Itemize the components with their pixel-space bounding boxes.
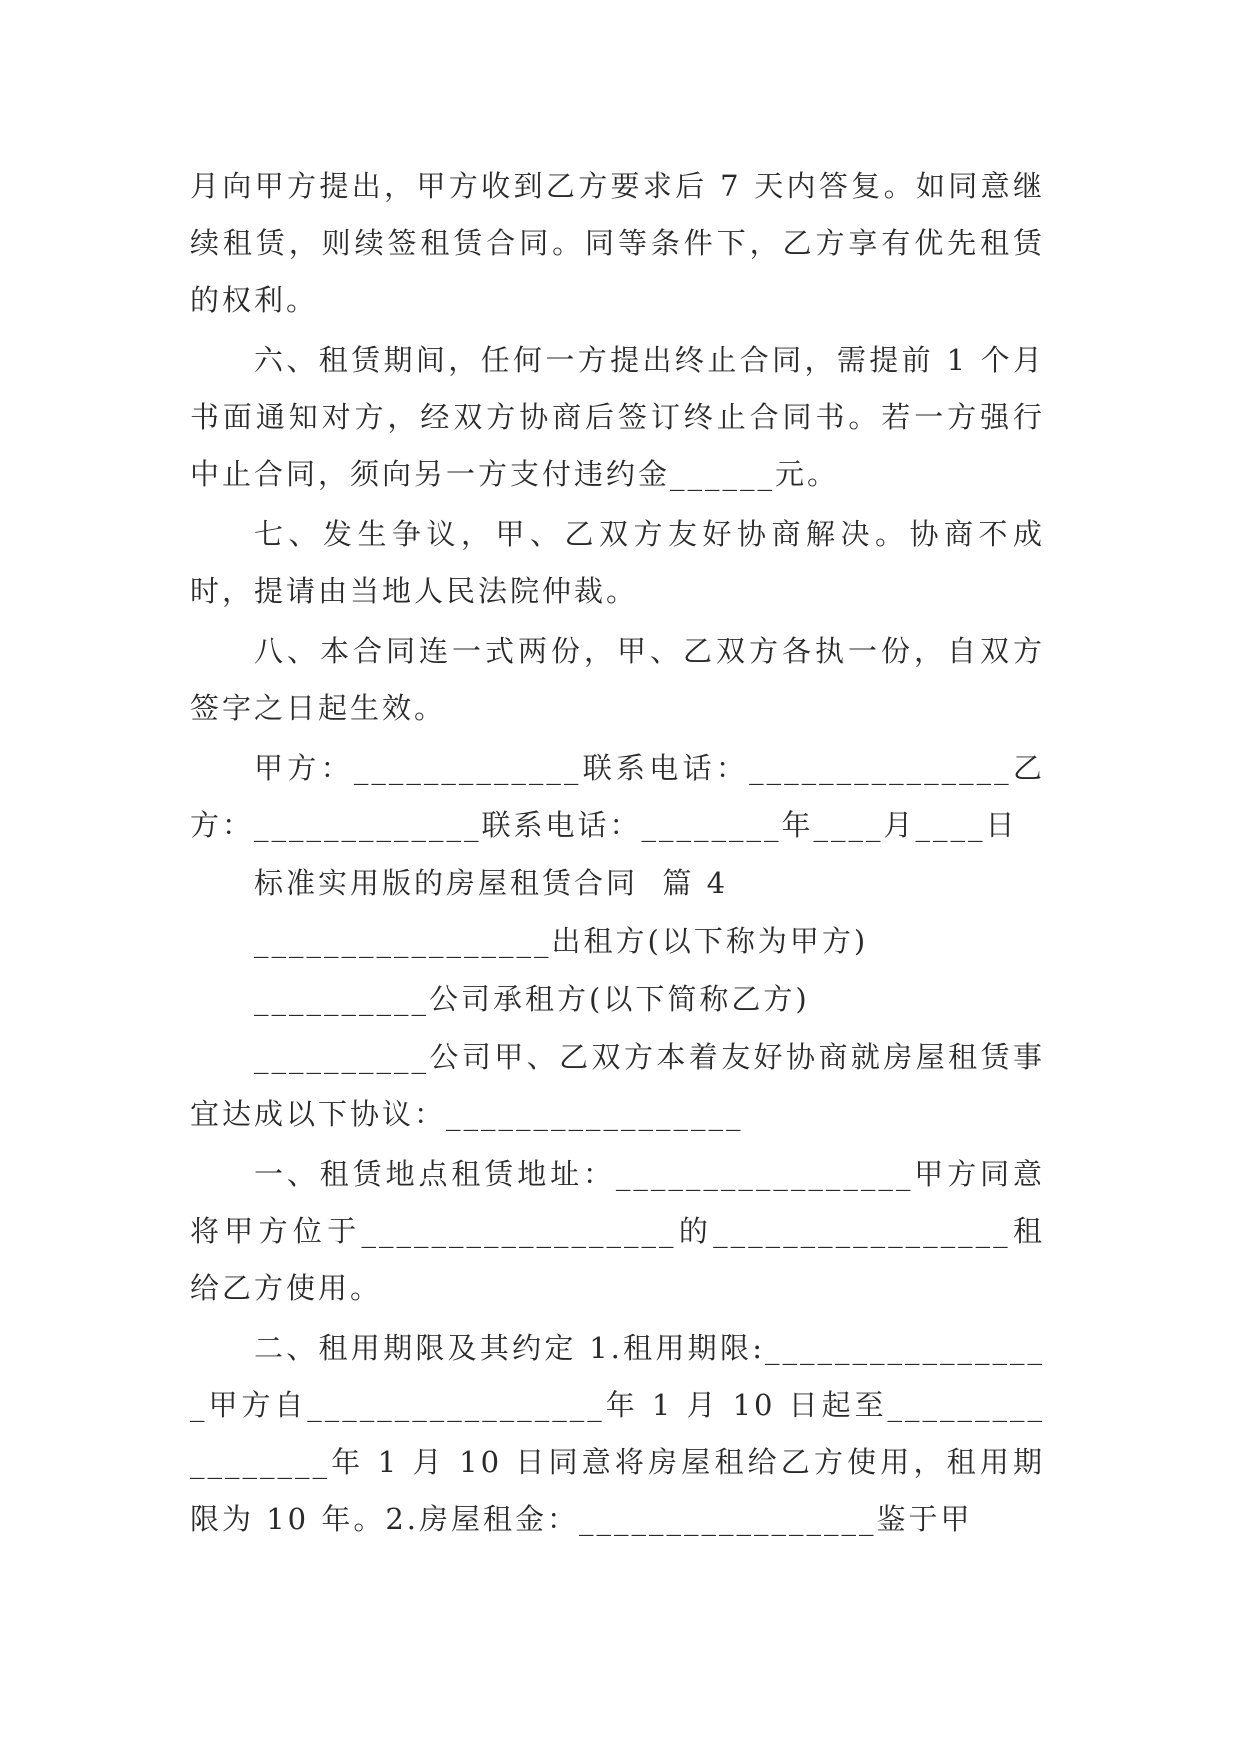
paragraph-lessee-line: __________公司承租方(以下简称乙方) (254, 982, 810, 1016)
paragraph-clause-seven: 七、发生争议，甲、乙双方友好协商解决。协商不成时，提请由当地人民法院仲裁。 (190, 517, 1045, 608)
paragraph-agreement-intro: __________公司甲、乙双方本着友好协商就房屋租赁事宜达成以下协议：_________________ (190, 1040, 1045, 1131)
paragraph-signature-block: 甲方：_____________联系电话：_______________乙方：_____________联系电话：________年____月____日 (190, 751, 1045, 842)
paragraph-clause-six: 六、租赁期间，任何一方提出终止合同，需提前 1 个月书面通知对方，经双方协商后签订终止合同书。若一方强行中止合同，须向另一方支付违约金______元。 (190, 343, 1045, 491)
paragraph-clause-eight: 八、本合同连一式两份，甲、乙双方各执一份，自双方签字之日起生效。 (190, 634, 1045, 725)
document-page (190, 158, 1045, 1549)
paragraph-clause-one: 一、租赁地点租赁地址：_________________甲方同意将甲方位于__________________的_________________租给乙方使用。 (190, 1157, 1045, 1305)
paragraph-renewal-continuation: 月向甲方提出，甲方收到乙方要求后 7 天内答复。如同意继续租赁，则续签租赁合同。同等条件下，乙方享有优先租赁的权利。 (190, 169, 1045, 317)
paragraph-clause-two: 二、租用期限及其约定 1.租用期限:_________________甲方自_________________年 1 月 10 日起至_________________年 1 月 10 日同意将房屋租给乙方使用，租用期限为 10 年。2.房屋租金：_________________鉴于甲 (190, 1331, 1045, 1536)
paragraph-lessor-line: _________________出租方(以下称为甲方) (254, 924, 869, 958)
section-heading: 标准实用版的房屋租赁合同 篇 4 (254, 866, 729, 900)
